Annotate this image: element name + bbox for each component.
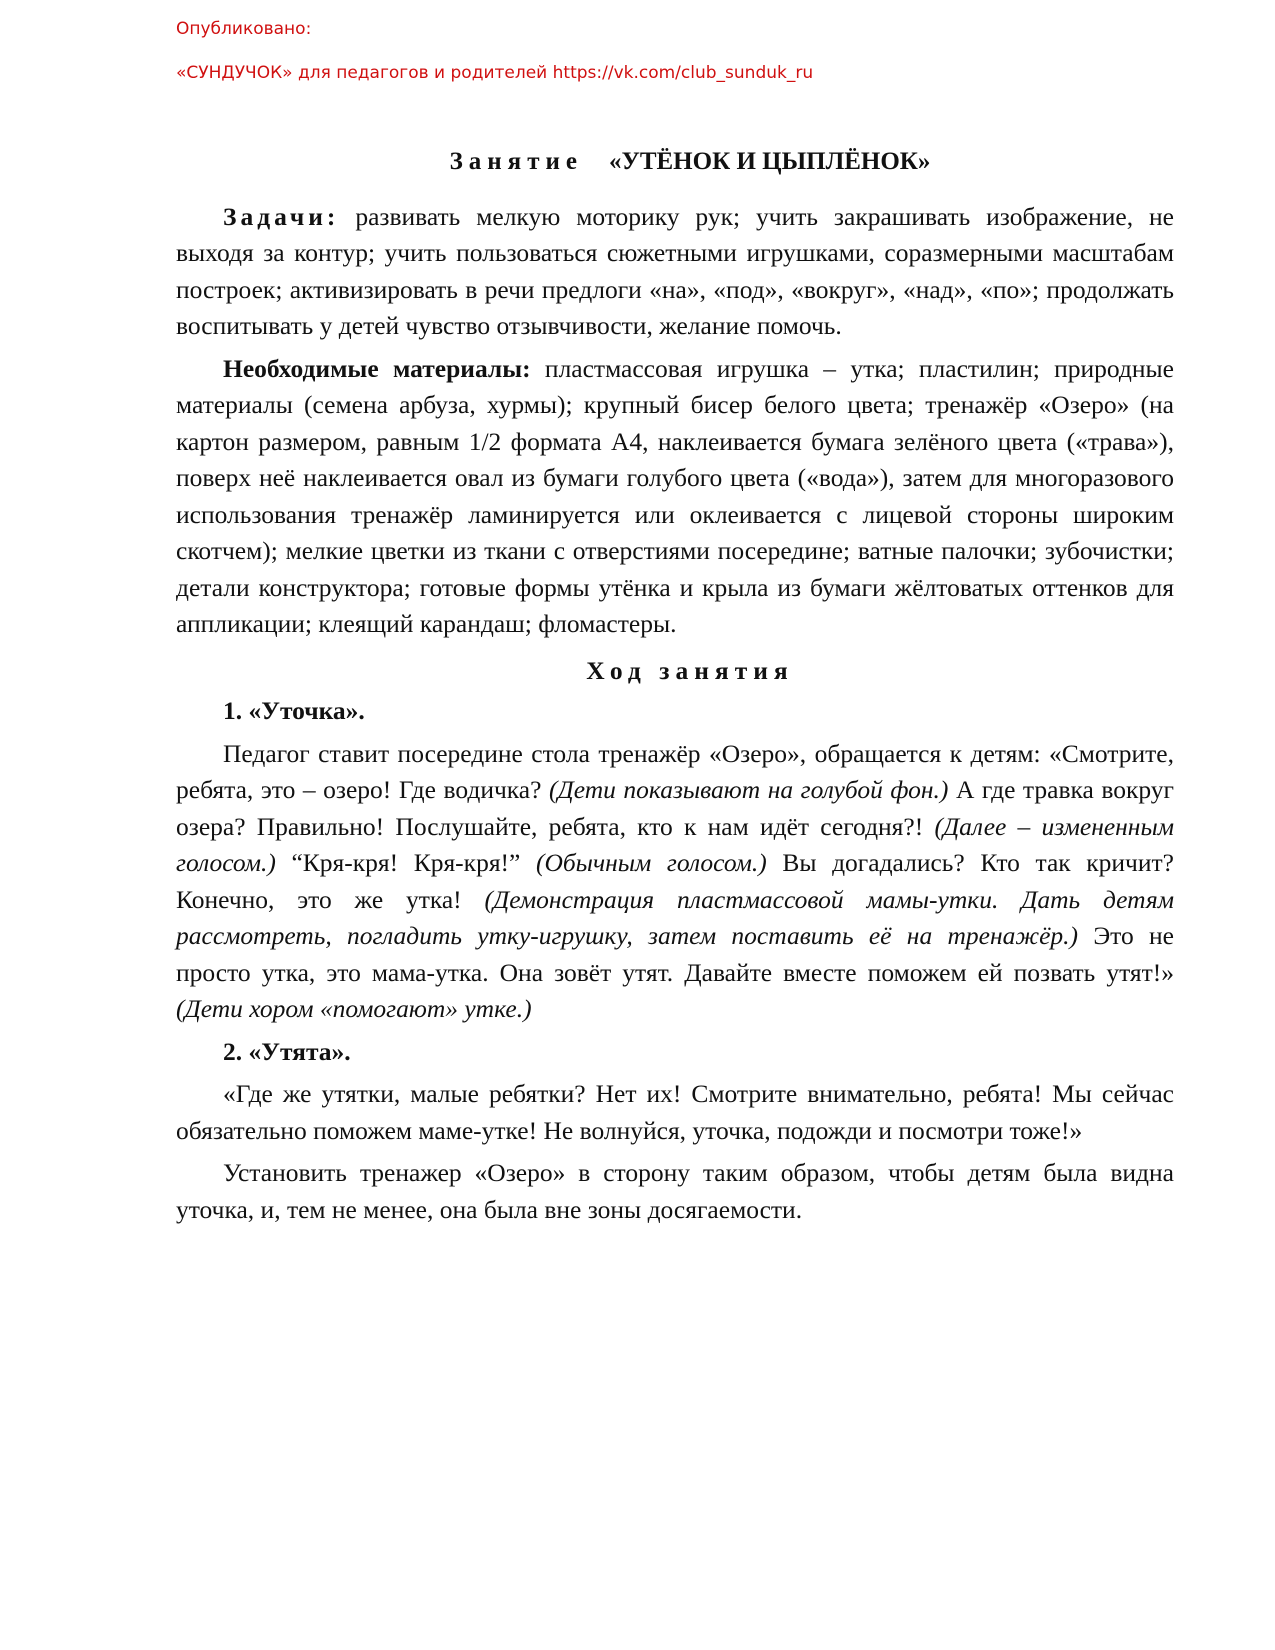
step1-text-5: Это не просто утка, это мама-утка. Она зовёт утят. Давайте вместе поможем ей позвать утят!» [176, 921, 1175, 987]
step1-remark-4: (Демонстрация пластмассовой мамы-утки. Дать детям рассмотреть, погладить утку-игрушку, затем поставить её на тренажёр.) [176, 884, 1174, 950]
step2-heading: 2. «Утята». [223, 1036, 351, 1066]
course-heading: Ход занятия [586, 655, 794, 685]
materials-text: пластмассовая игрушка – утка; пластилин; природные материалы (семена арбуза, хурмы); крупный бисер белого цвета; тренажёр «Озеро» (на картон размером, равным 1/2 формата А4, наклеивается бумага зелёного цвета («трава»), поверх неё наклеивается овал из бумаги голубого цвета («вода»), затем для многоразового использования тренажёр ламинируется или оклеивается с лицевой стороны широким скотчем); мелкие цветки из ткани с отверстиями посередине; ватные палочки; зубочистки; детали конструктора; готовые формы утёнка и крыла из бумаги жёлтоватых оттенков для аппликации; клеящий карандаш; фломастеры. [176, 353, 1174, 638]
step1-paragraph [176, 736, 1174, 1028]
step2-paragraph-1: «Где же утятки, малые ребятки? Нет их! Смотрите внимательно, ребята! Мы сейчас обязательно поможем маме-утке! Не волнуйся, уточка, подожди и посмотри тоже!» [176, 1079, 1174, 1145]
tasks-paragraph [176, 199, 1174, 345]
title-name: «УТЁНОК И ЦЫПЛЁНОК» [608, 148, 931, 175]
step1-text-4: Вы догадались? Кто так кричит? Конечно, это же утка! [176, 848, 1174, 914]
source-link[interactable]: «СУНДУЧОК» для педагогов и родителей https://vk.com/club_sunduk_ru [176, 63, 814, 83]
document-body [176, 144, 1174, 1234]
tasks-text: развивать мелкую моторику рук; учить закрашивать изображение, не выходя за контур; учить пользоваться сюжетными игрушками, соразмерными масштабам построек; активизировать в речи предлоги «на», «под», «вокруг», «над», «по»; продолжать воспитывать у детей чувство отзывчивости, желание помочь. [176, 201, 1174, 340]
materials-label: Необходимые материалы: [223, 353, 531, 383]
step1-remark-1: (Дети показывают на голубой фон.) [549, 775, 949, 804]
step2-paragraph-2: Установить тренажер «Озеро» в сторону таким образом, чтобы детям была видна уточка, и, тем не менее, она была вне зоны досягаемости. [176, 1158, 1174, 1224]
title-prefix: Занятие [449, 148, 583, 175]
tasks-label: Задачи: [223, 201, 340, 231]
step1-text-1: Педагог ставит посередине стола тренажёр «Озеро», обращается к детям: «Смотрите, ребята, это – озеро! Где водичка? [176, 738, 1174, 804]
step1-heading: 1. «Уточка». [223, 696, 365, 725]
step1-remark-2: (Далее – измененным голосом.) [176, 811, 1175, 877]
published-label: Опубликовано: [176, 19, 312, 39]
page-title [176, 144, 1174, 181]
step1-remark-3: (Обычным голосом.) [535, 848, 767, 877]
materials-paragraph [176, 351, 1174, 643]
step1-remark-5: (Дети хором «помогают» утке.) [176, 994, 532, 1023]
step1-text-2: А где травка вокруг озера? Правильно! Послушайте, ребята, кто к нам идёт сегодня?! [176, 775, 1174, 841]
step1-text-3: “Кря-кря! Кря-кря!” [275, 848, 536, 877]
